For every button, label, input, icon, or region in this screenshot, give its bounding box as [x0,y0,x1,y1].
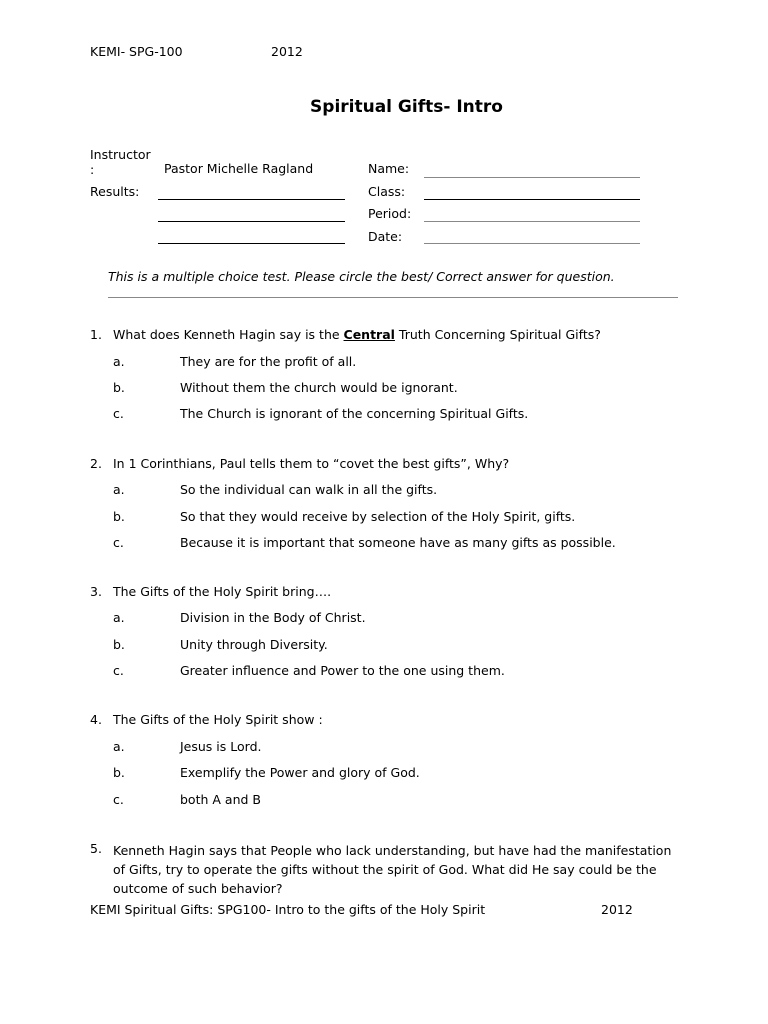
option-text[interactable]: They are for the profit of all. [180,354,357,369]
option-letter[interactable]: a. [113,482,125,497]
instructor-colon: : [90,162,95,177]
name-label: Name: [368,161,410,176]
option-letter[interactable]: a. [113,610,125,625]
question-number: 2. [90,456,102,471]
option-letter[interactable]: b. [113,765,125,780]
option-text[interactable]: Unity through Diversity. [180,637,328,652]
option-letter[interactable]: b. [113,637,125,652]
option-text[interactable]: Jesus is Lord. [180,739,262,754]
option-letter[interactable]: b. [113,509,125,524]
date-field[interactable] [424,243,640,244]
option-text[interactable]: So that they would receive by selection of the Holy Spirit, gifts. [180,509,576,524]
option-text[interactable]: Exemplify the Power and glory of God. [180,765,420,780]
question-number: 3. [90,584,102,599]
period-label: Period: [368,206,412,221]
question-number: 1. [90,327,102,342]
class-field[interactable] [424,199,640,200]
results-line-2 [158,221,345,222]
question-number: 4. [90,712,102,727]
question-text: The Gifts of the Holy Spirit show : [113,712,323,727]
option-letter[interactable]: c. [113,792,124,807]
option-text[interactable]: Division in the Body of Christ. [180,610,366,625]
option-text[interactable]: Because it is important that someone have as many gifts as possible. [180,535,616,550]
option-letter[interactable]: c. [113,406,124,421]
option-letter[interactable]: b. [113,380,125,395]
option-text[interactable]: The Church is ignorant of the concerning Spiritual Gifts. [180,406,529,421]
option-letter[interactable]: a. [113,739,125,754]
period-field[interactable] [424,221,640,222]
footer-year: 2012 [601,902,633,917]
option-text[interactable]: Greater influence and Power to the one using them. [180,663,505,678]
header-course-code: KEMI- SPG-100 [90,44,183,59]
instructions-divider [108,297,678,298]
option-text[interactable]: Without them the church would be ignorant. [180,380,458,395]
instructor-label: Instructor [90,147,151,162]
results-line-1 [158,199,345,200]
footer-course-title: KEMI Spiritual Gifts: SPG100- Intro to the gifts of the Holy Spirit [90,902,486,917]
page-title: Spiritual Gifts- Intro [310,97,503,117]
results-line-3 [158,243,345,244]
header-year: 2012 [271,44,303,59]
instructor-value: Pastor Michelle Ragland [164,161,314,176]
date-label: Date: [368,229,403,244]
question-text: In 1 Corinthians, Paul tells them to “covet the best gifts”, Why? [113,456,510,471]
option-text[interactable]: So the individual can walk in all the gifts. [180,482,438,497]
emphasized-word: Central [343,327,395,342]
results-label: Results: [90,184,140,199]
name-field[interactable] [424,177,640,178]
option-letter[interactable]: c. [113,663,124,678]
question-number: 5. [90,841,102,856]
option-text[interactable]: both A and B [180,792,261,807]
option-letter[interactable]: a. [113,354,125,369]
question-text: The Gifts of the Holy Spirit bring…. [113,584,332,599]
question-text: What does Kenneth Hagin say is the Central Truth Concerning Spiritual Gifts? [113,327,601,342]
class-label: Class: [368,184,406,199]
question-text: Kenneth Hagin says that People who lack understanding, but have had the manifestation of Gifts, try to operate the gifts without the spirit of God. What did He say could be the outcome of such behavior? [113,843,672,896]
test-instructions: This is a multiple choice test. Please circle the best/ Correct answer for question. [108,269,615,284]
option-letter[interactable]: c. [113,535,124,550]
